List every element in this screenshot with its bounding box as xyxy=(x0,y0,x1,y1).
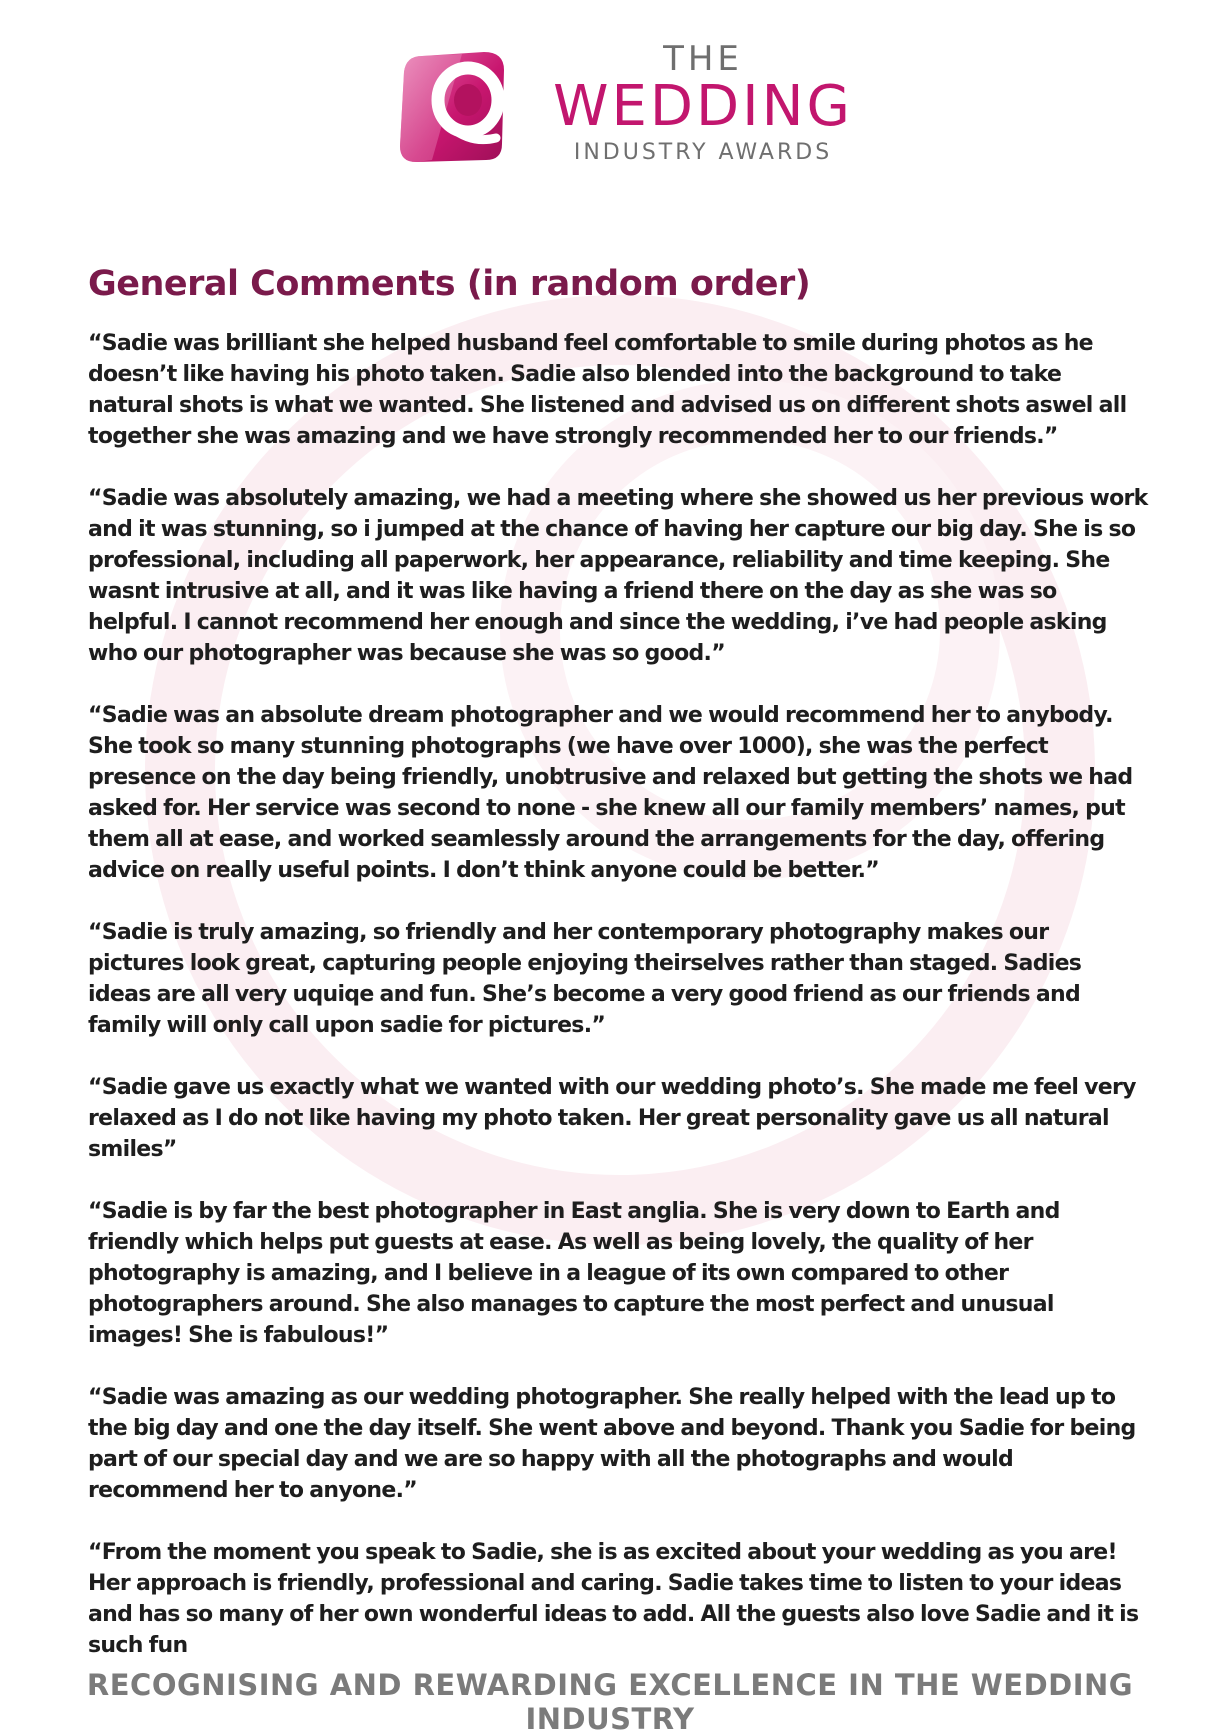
footer-tagline: RECOGNISING AND REWARDING EXCELLENCE IN THE WEDDING INDUSTRY xyxy=(86,1668,1134,1736)
comment-paragraph: “Sadie was brilliant she helped husband feel comfortable to smile during photos as he doesn’t like having his photo taken. Sadie also blended into the background to take natural shots is what we wanted. She listened and advised us on different shots aswel all together she was amazing and we have strongly recommended her to our friends.” xyxy=(88,331,1127,449)
comment-paragraph: “Sadie is truly amazing, so friendly and her contemporary photography makes our pictures look great, capturing people enjoying theirselves rather than staged. Sadies ideas are all very uquiqe and fun. She’s become a very good friend as our friends and family will only call upon sadie for pictures.” xyxy=(88,920,1082,1038)
comment-paragraph: “From the moment you speak to Sadie, she is as excited about your wedding as you are! Her approach is friendly, professional and caring. Sadie takes time to listen to your ideas and has so many of her own wonderful ideas to add. All the guests also love Sadie and it is such fun xyxy=(88,1540,1139,1658)
comment-paragraph: “Sadie was an absolute dream photographer and we would recommend her to anybody. She took so many stunning photographs (we have over 1000), she was the perfect presence on the day being friendly, unobtrusive and relaxed but getting the shots we had asked for. Her service was second to none - she knew all our family members’ names, put them all at ease, and worked seamlessly around the arrangements for the day, offering advice on really useful points. I don’t think anyone could be better.” xyxy=(88,703,1133,883)
logo-industry-awards: INDUSTRY AWARDS xyxy=(573,140,833,165)
comment-paragraph: “Sadie gave us exactly what we wanted with our wedding photo’s. She made me feel very relaxed as I do not like having my photo taken. Her great personality gave us all natural smiles” xyxy=(88,1075,1136,1162)
wedding-awards-logo-icon xyxy=(392,48,510,166)
comment-paragraph: “Sadie is by far the best photographer in East anglia. She is very down to Earth and friendly which helps put guests at ease. As well as being lovely, the quality of her photography is amazing, and I believe in a league of its own compared to other photographers around. She also manages to capture the most perfect and unusual images! She is fabulous!” xyxy=(88,1199,1060,1348)
comment-paragraph: “Sadie was amazing as our wedding photographer. She really helped with the lead up to the big day and one the day itself. She went above and beyond. Thank you Sadie for being part of our special day and we are so happy with all the photographs and would recommend her to anyone.” xyxy=(88,1385,1136,1503)
main-content xyxy=(88,262,1148,1692)
header xyxy=(0,40,1220,180)
logo-wordmark xyxy=(553,40,853,168)
logo-wedding: WEDDING xyxy=(553,74,853,139)
logo-the: THE xyxy=(663,39,743,79)
comment-paragraph: “Sadie was absolutely amazing, we had a meeting where she showed us her previous work and it was stunning, so i jumped at the chance of having her capture our big day. She is so professional, including all paperwork, her appearance, reliability and time keeping. She wasnt intrusive at all, and it was like having a friend there on the day as she was so helpful. I cannot recommend her enough and since the wedding, i’ve had people asking who our photographer was because she was so good.” xyxy=(88,486,1148,666)
page-title: General Comments (in random order) xyxy=(88,264,811,304)
